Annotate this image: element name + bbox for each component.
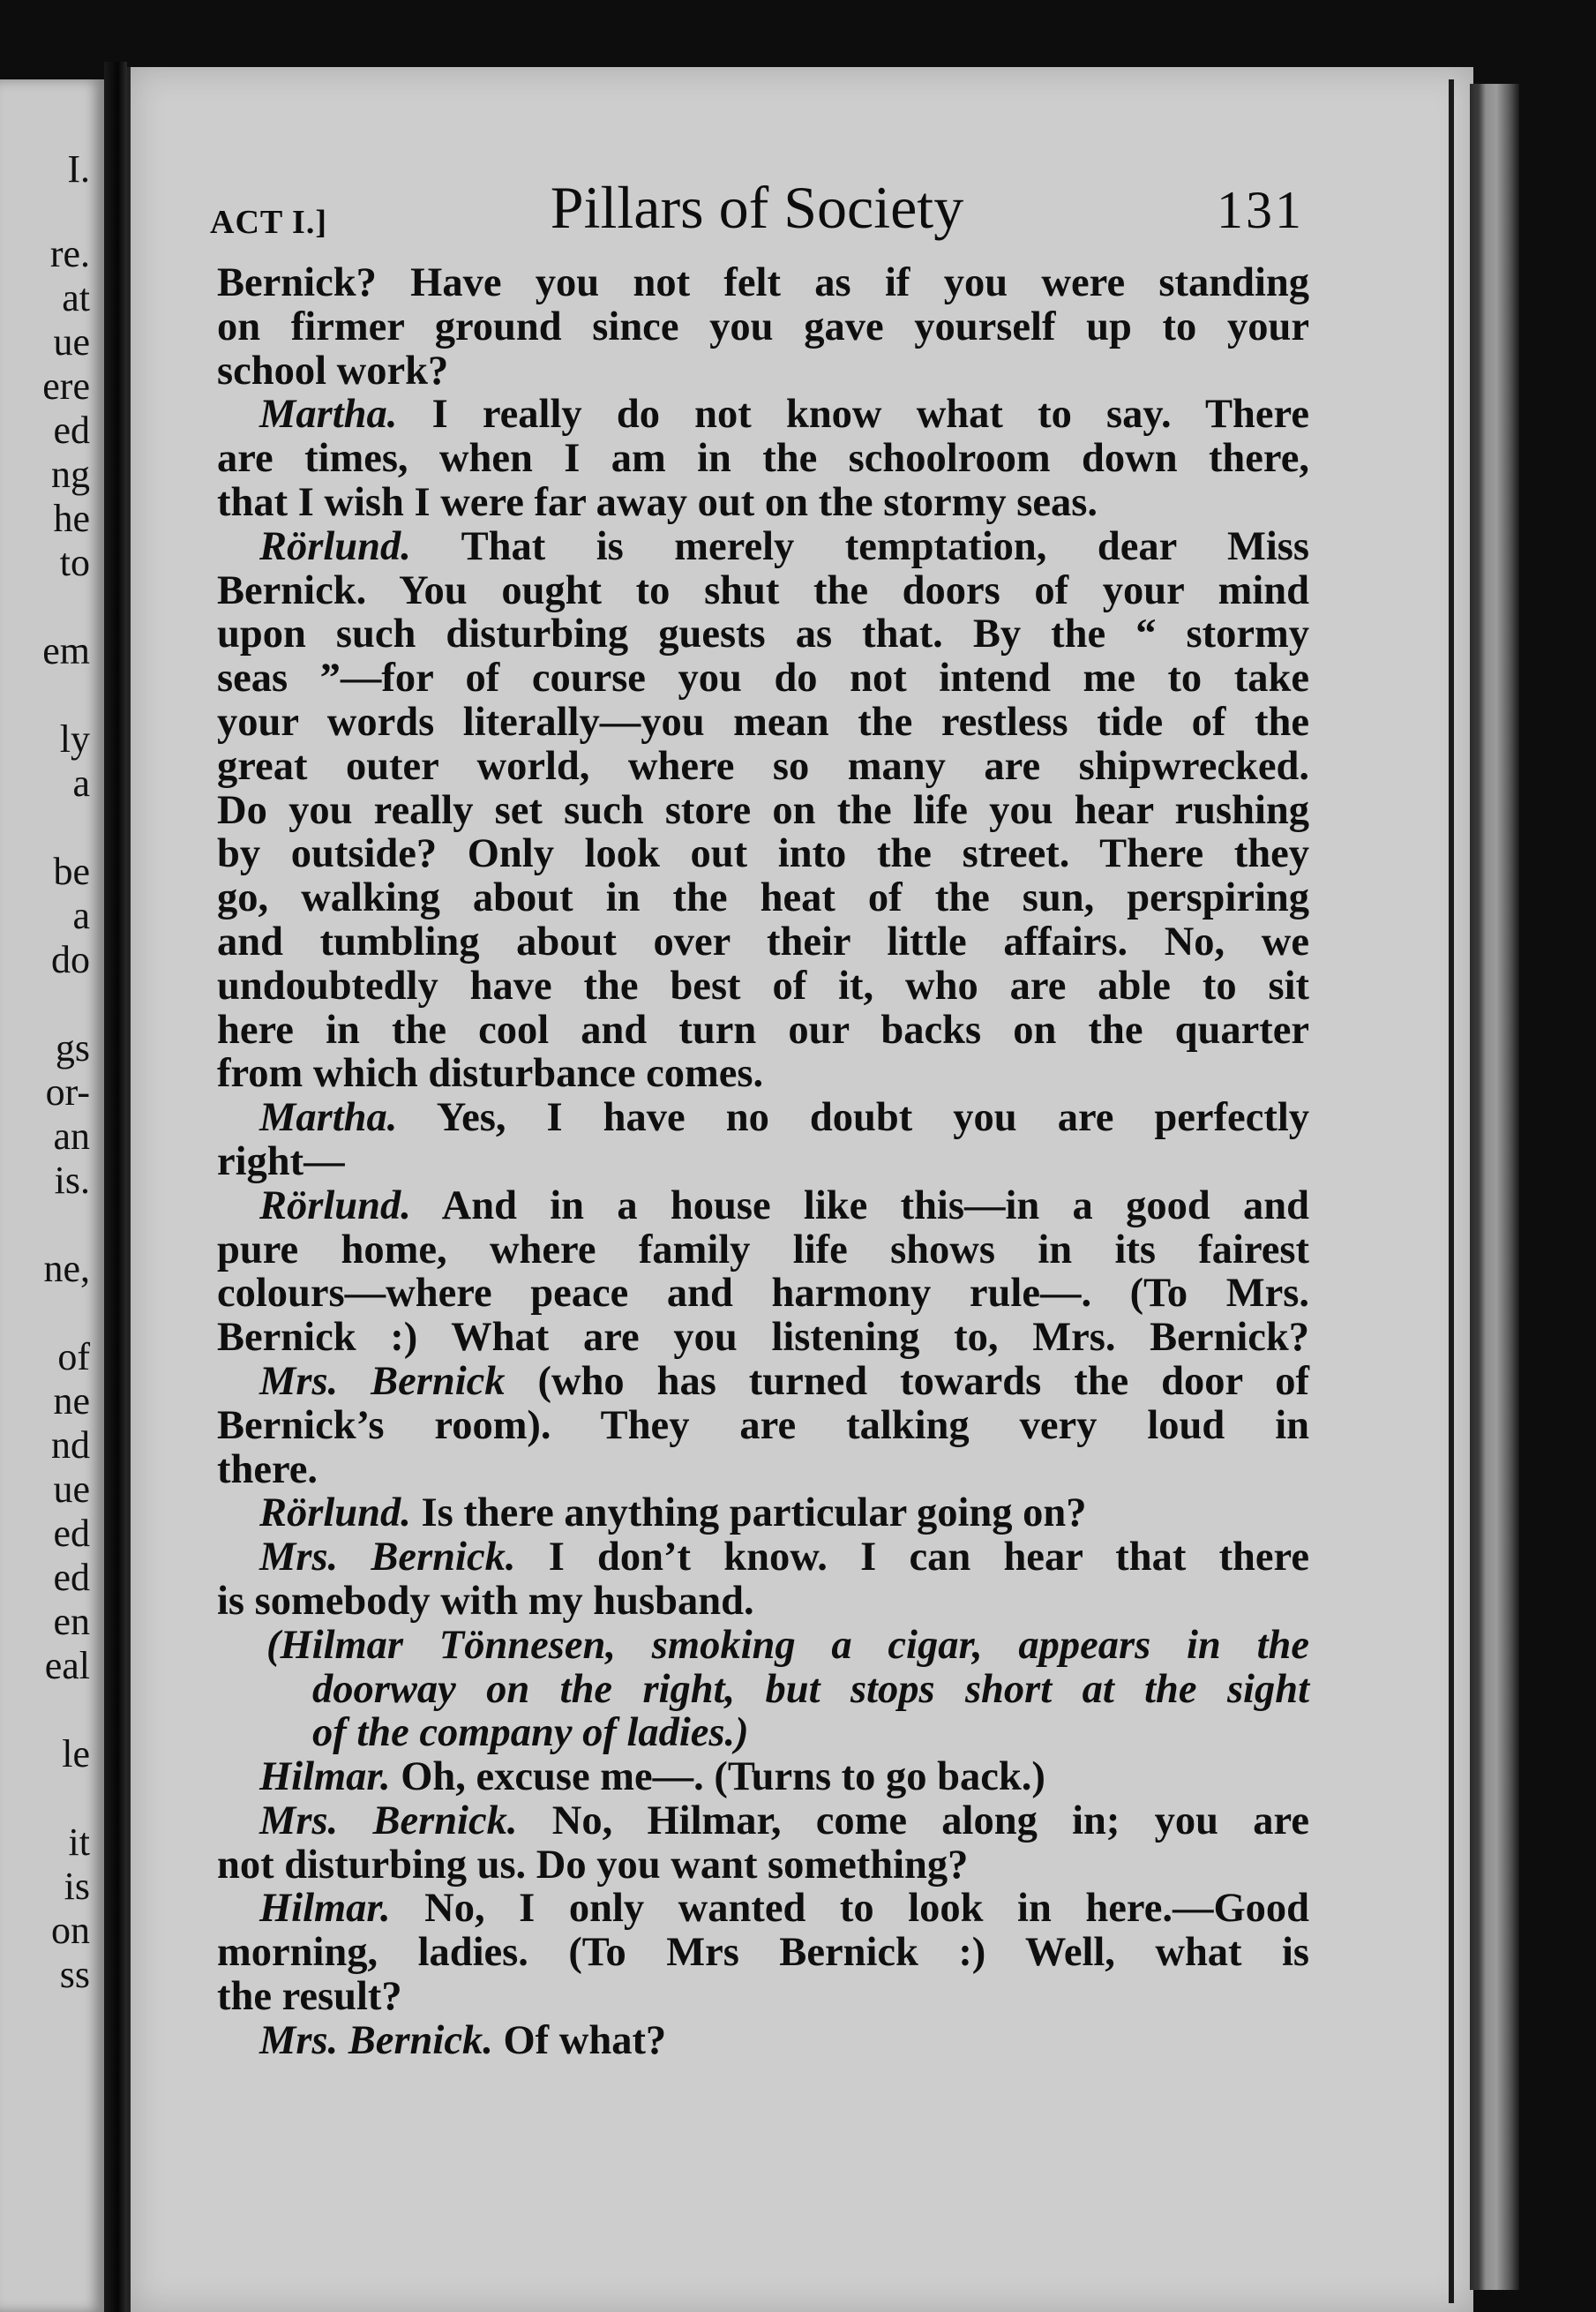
text-line — [217, 1228, 1309, 1272]
speaker-name: Hilmar. — [259, 1754, 391, 1800]
text-line — [217, 2019, 1309, 2063]
speaker-name: Rörlund. — [259, 1490, 411, 1536]
text-line — [217, 1711, 1309, 1755]
left-page-text-fragment: of — [57, 1335, 90, 1378]
line-text: on firmer ground since you gave yourself up to your — [217, 304, 1309, 349]
line-text: That is merely temptation, dear Miss — [410, 523, 1309, 569]
text-line — [217, 1535, 1309, 1580]
line-text: there. — [217, 1446, 318, 1492]
text-line — [217, 1975, 1309, 2019]
left-page-text-fragment: is. — [54, 1159, 90, 1202]
speaker-name: Martha. — [259, 392, 398, 438]
line-text: here in the cool and turn our backs on the quarter — [217, 1007, 1309, 1053]
text-line — [217, 1491, 1309, 1535]
text-line — [217, 1448, 1309, 1492]
line-text: I don’t know. I can hear that there — [515, 1535, 1309, 1580]
text-line — [217, 1931, 1309, 1975]
text-line — [217, 1140, 1309, 1184]
left-page-text-fragment: ed — [53, 409, 90, 452]
left-page-text-fragment: le — [62, 1732, 90, 1775]
left-page-text-fragment: eal — [44, 1644, 90, 1687]
text-line — [217, 612, 1309, 657]
running-title: Pillars of Society — [550, 174, 964, 241]
line-text: the result? — [217, 1974, 402, 2020]
text-line — [217, 1668, 1309, 1712]
left-page-text-fragment: en — [53, 1600, 90, 1643]
text-line — [217, 1052, 1309, 1096]
text-line — [217, 525, 1309, 569]
page-number: 131 — [1217, 181, 1304, 239]
text-line — [217, 789, 1309, 833]
text-line — [217, 1009, 1309, 1053]
line-text: that I wish I were far away out on the stormy seas. — [217, 479, 1098, 525]
line-text: seas ”—for of course you do not intend me to take — [217, 656, 1309, 702]
left-page-text-fragment: I. — [67, 147, 90, 191]
text-line — [217, 701, 1309, 745]
left-page-text-fragment: be — [53, 850, 90, 893]
line-text: Bernick? Have you not felt as if you were standing — [217, 260, 1309, 305]
line-text: doorway on the right, but stops short at the sight — [312, 1666, 1309, 1712]
text-line — [217, 349, 1309, 394]
line-text: is somebody with my husband. — [217, 1578, 754, 1624]
left-page-text-fragment: re. — [49, 232, 90, 275]
left-page-text-fragment: do — [51, 938, 90, 981]
left-page-text-fragment: ue — [53, 320, 90, 364]
left-page-text-fragment: ne, — [43, 1247, 90, 1290]
left-page-text-fragment: an — [53, 1115, 90, 1158]
line-text: right— — [217, 1138, 345, 1184]
left-page-text-fragment: a — [72, 762, 90, 805]
left-page-text-fragment: on — [51, 1909, 90, 1952]
line-text: your words literally—you mean the restless tide of the — [217, 699, 1309, 745]
left-page-text-fragment: nd — [51, 1423, 90, 1467]
speaker-name: Rörlund. — [259, 1182, 411, 1228]
speaker-name: Rörlund. — [259, 523, 411, 569]
left-page-text-fragment: ere — [42, 364, 90, 408]
body-text — [217, 261, 1309, 2063]
speaker-name: Hilmar. — [259, 1886, 391, 1932]
left-page-edge — [0, 79, 104, 2312]
left-page-text-fragment: ed — [53, 1512, 90, 1555]
line-text: and tumbling about over their little affairs. No, we — [217, 919, 1309, 965]
text-line — [217, 657, 1309, 701]
page-stack-edge — [1470, 84, 1519, 2290]
speaker-name: Mrs. Bernick. — [259, 1535, 516, 1580]
left-page-text-fragment: ue — [53, 1468, 90, 1511]
line-text: school work? — [217, 348, 449, 394]
left-page-text-fragment: gs — [55, 1026, 90, 1070]
text-line — [217, 832, 1309, 876]
line-text: Of what? — [492, 2017, 667, 2063]
speaker-name: Martha. — [259, 1095, 398, 1141]
text-line — [217, 1887, 1309, 1931]
text-line — [217, 1404, 1309, 1448]
line-text: by outside? Only look out into the street. There they — [217, 831, 1309, 877]
text-line — [217, 876, 1309, 920]
text-line — [217, 1184, 1309, 1228]
left-page-text-fragment: or- — [45, 1070, 90, 1114]
left-page-text-fragment: he — [53, 497, 90, 540]
left-page-text-fragment: ne — [53, 1379, 90, 1422]
line-text: Is there anything particular going on? — [410, 1490, 1087, 1536]
line-text: (who has turned towards the door of — [505, 1358, 1309, 1404]
text-line — [217, 393, 1309, 437]
book-gutter — [104, 62, 127, 2312]
text-line — [217, 261, 1309, 305]
text-line — [217, 481, 1309, 525]
text-line — [217, 1360, 1309, 1404]
running-header — [210, 173, 1304, 252]
line-text: Bernick. You ought to shut the doors of your mind — [217, 567, 1309, 613]
text-line — [217, 305, 1309, 349]
line-text: pure home, where family life shows in its fairest — [217, 1227, 1309, 1272]
text-line — [217, 1580, 1309, 1624]
act-label: ACT I.] — [210, 204, 327, 241]
line-text: No, Hilmar, come along in; you are — [517, 1798, 1309, 1843]
text-line — [217, 1096, 1309, 1140]
text-line — [217, 437, 1309, 481]
line-text: are times, when I am in the schoolroom down there, — [217, 436, 1309, 482]
left-page-text-fragment: ed — [53, 1556, 90, 1599]
speaker-name: Mrs. Bernick — [259, 1358, 506, 1404]
text-line — [217, 1843, 1309, 1888]
left-page-text-fragment: at — [62, 276, 90, 319]
speaker-name: Mrs. Bernick. — [259, 2017, 493, 2063]
text-line — [217, 965, 1309, 1009]
line-text: No, I only wanted to look in here.—Good — [390, 1886, 1309, 1932]
line-text: Do you really set such store on the life you hear rushing — [217, 787, 1309, 833]
line-text: I really do not know what to say. There — [397, 392, 1309, 438]
line-text: great outer world, where so many are shipwrecked. — [217, 743, 1309, 789]
left-page-text-fragment: a — [72, 894, 90, 937]
text-line — [217, 745, 1309, 789]
text-line — [217, 920, 1309, 965]
left-page-text-fragment: ly — [59, 717, 90, 761]
left-page-text-fragment: ss — [59, 1953, 90, 1996]
text-line — [217, 569, 1309, 613]
line-text: Bernick’s room). They are talking very loud in — [217, 1402, 1309, 1448]
line-text: Bernick :) What are you listening to, Mrs. Bernick? — [217, 1315, 1309, 1361]
line-text: Yes, I have no doubt you are perfectly — [397, 1095, 1309, 1141]
line-text: morning, ladies. (To Mrs Bernick :) Well, what is — [217, 1930, 1309, 1976]
line-text: go, walking about in the heat of the sun, perspiring — [217, 875, 1309, 921]
left-page-text-fragment: ng — [51, 453, 90, 496]
speaker-name: Mrs. Bernick. — [259, 1798, 518, 1843]
text-line — [217, 1624, 1309, 1668]
line-text: upon such disturbing guests as that. By the “ stormy — [217, 612, 1309, 657]
line-text: undoubtedly have the best of it, who are able to sit — [217, 963, 1309, 1009]
left-page-text-fragment: em — [42, 629, 90, 672]
line-text: not disturbing us. Do you want something? — [217, 1842, 969, 1888]
line-text: colours—where peace and harmony rule—. (To Mrs. — [217, 1271, 1309, 1317]
page-frame-line — [1449, 79, 1454, 2303]
left-page-text-fragment: is — [64, 1865, 90, 1908]
text-line — [217, 1272, 1309, 1316]
left-page-text-fragment: to — [59, 541, 90, 584]
left-page-text-fragment: it — [68, 1820, 90, 1864]
line-text: from which disturbance comes. — [217, 1051, 764, 1097]
text-line — [217, 1316, 1309, 1360]
line-text: And in a house like this—in a good and — [410, 1182, 1309, 1228]
line-text: Oh, excuse me—. (Turns to go back.) — [390, 1754, 1045, 1800]
text-line — [217, 1799, 1309, 1843]
line-text: (Hilmar Tönnesen, smoking a cigar, appears in the — [266, 1622, 1309, 1668]
line-text: of the company of ladies.) — [312, 1710, 749, 1756]
text-line — [217, 1755, 1309, 1799]
